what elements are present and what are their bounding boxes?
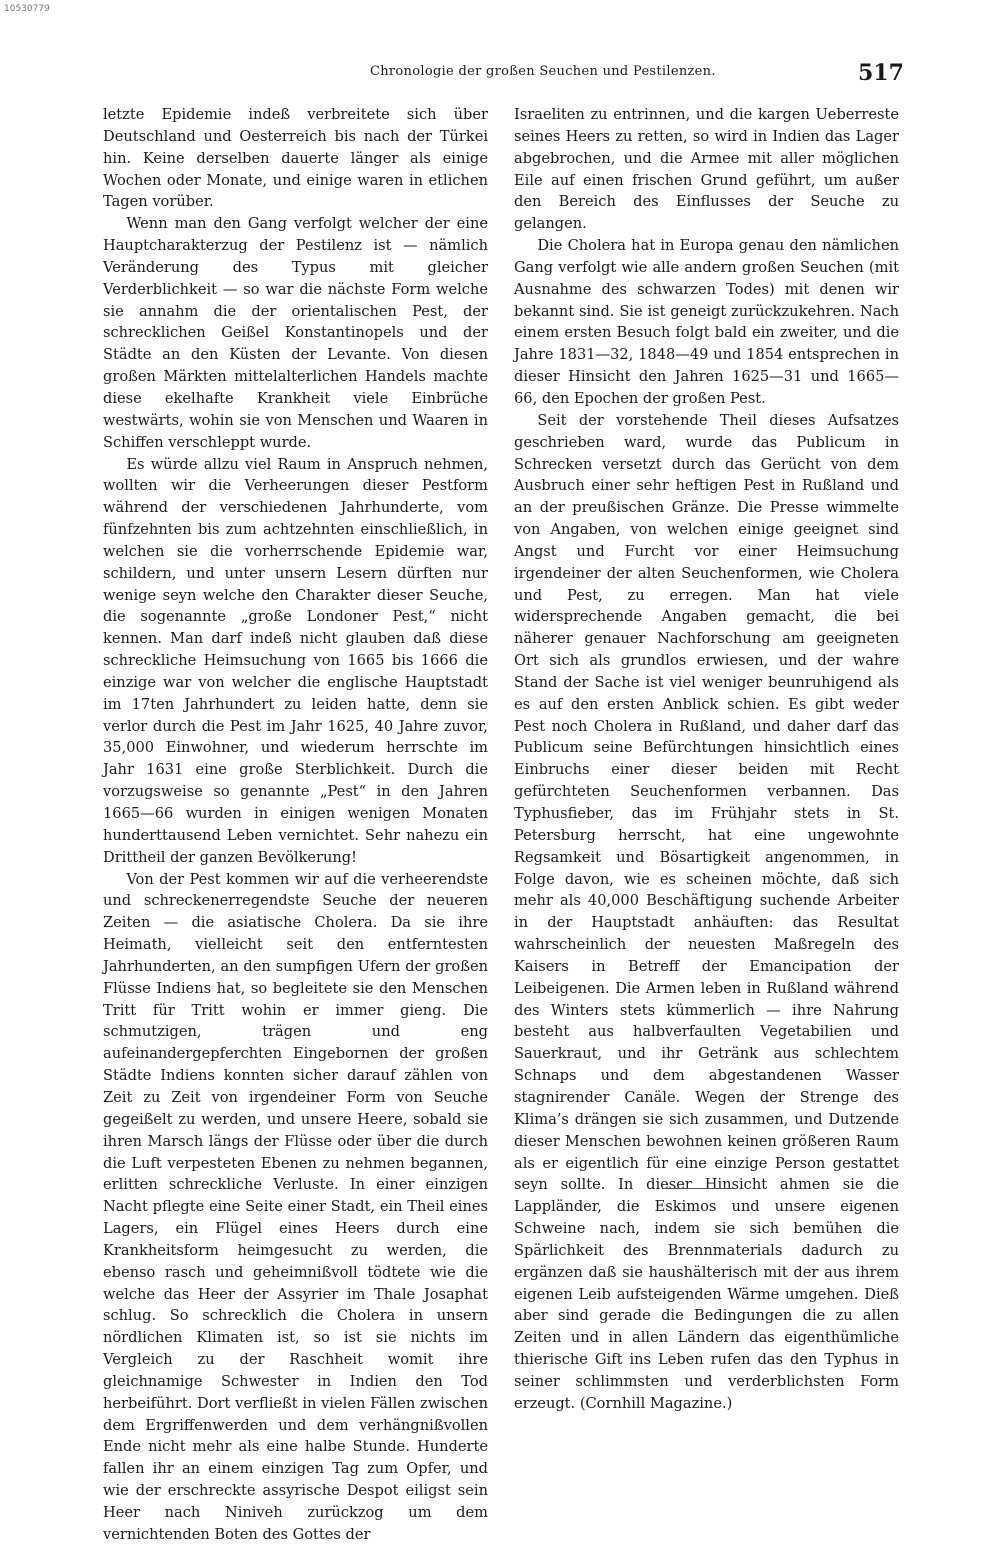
running-title: Chronologie der großen Seuchen und Pestilenzen. xyxy=(370,64,716,79)
paragraph: Es würde allzu viel Raum in Anspruch nehmen, wollten wir die Verheerungen dieser Pestform während der verschiedenen Jahrhunderte, vom fünfzehnten bis zum achtzehnten einschließlich, in welchen sie die vorherrschende Epidemie war, schildern, und unter unsern Lesern dürften nur wenige seyn welche den Charakter dieser Seuche, die sogenannte „große Londoner Pest,“ nicht kennen. Man darf indeß nicht glauben daß diese schreckliche Heimsuchung von 1665 bis 1666 die einzige war von welcher die englische Hauptstadt im 17ten Jahrhundert zu leiden hatte, denn sie verlor durch die Pest im Jahr 1625, 40 Jahre zuvor, 35,000 Einwohner, und wiederum herrschte im Jahr 1631 eine große Sterblichkeit. Durch die vorzugsweise so genannte „Pest“ in den Jahren 1665—66 wurden in einigen wenigen Monaten hunderttausend Leben vernichtet. Sehr nahezu ein Drittheil der ganzen Bevölkerung! xyxy=(103,455,488,866)
left-column xyxy=(103,104,488,1546)
page-number: 517 xyxy=(858,60,904,86)
paragraph: Seit der vorstehende Theil dieses Aufsatzes geschrieben ward, wurde das Publicum in Schrecken versetzt durch das Gerücht von dem Ausbruch einer sehr heftigen Pest in Rußland und an der preußischen Gränze. Die Presse wimmelte von Angaben, von welchen einige geeignet sind Angst und Furcht vor einer Heimsuchung irgendeiner der alten Seuchenformen, wie Cholera und Pest, zu erregen. Man hat viele widersprechende Angaben gemacht, die bei näherer genauer Nachforschung am geeigneten Ort sich als grundlos erwiesen, und der wahre Stand der Sache ist viel weniger beunruhigend als es auf den ersten Anblick schien. Es gibt weder Pest noch Cholera in Rußland, und daher darf das Publicum seine Befürchtungen hinsichtlich eines Einbruchs einer dieser beiden mit Recht gefürchteten Seuchenformen verbannen. Das Typhusfieber, das im Frühjahr stets in St. Petersburg herrscht, hat eine ungewohnte Regsamkeit und Bösartigkeit angenommen, in Folge davon, wie es scheinen möchte, daß sich mehr als 40,000 Beschäftigung suchende Arbeiter in der Hauptstadt anhäuften: das Resultat wahrscheinlich der neuesten Maßregeln des Kaisers in Betreff der Emancipation der Leibeigenen. Die Armen leben in Rußland während des Winters stets kümmerlich — ihre Nahrung besteht aus halbverfaulten Vegetabilien und Sauerkraut, und ihr Getränk aus schlechtem Schnaps und dem abgestandenen Wasser stagnirender Canäle. Wegen der Strenge des Klima’s drängen sie sich zusammen, und Dutzende dieser Menschen bewohnen keinen größeren Raum als er eigentlich für eine einzige Person gestattet seyn sollte. In dieser Hinsicht ahmen sie die Lappländer, die Eskimos und unsere eigenen Schweine nach, indem sie sich bemühen die Spärlichkeit des Brennmaterials dadurch zu ergänzen daß sie haushälterisch mit der aus ihrem eigenen Leib aufsteigenden Wärme umgehen. Dieß aber sind gerade die Bedingungen die zu allen Zeiten und in allen Ländern das eigenthümliche thierische Gift ins Leben rufen das den Typhus in seiner schlimmsten und verderblichsten Form erzeugt. (Cornhill Magazine.) xyxy=(514,411,899,1412)
paragraph: Wenn man den Gang verfolgt welcher der eine Hauptcharakterzug der Pestilenz ist — nämlich Veränderung des Typus mit gleicher Verderblichkeit — so war die nächste Form welche sie annahm die der orientalischen Pest, der schrecklichen Geißel Konstantinopels und der Städte an den Küsten der Levante. Von diesen großen Märkten mittelalterlichen Handels machte diese ekelhafte Krankheit viele Einbrüche westwärts, wohin sie von Menschen und Waaren in Schiffen verschleppt wurde. xyxy=(103,215,488,451)
paragraph: Von der Pest kommen wir auf die verheerendste und schreckenerregendste Seuche der neueren Zeiten — die asiatische Cholera. Da sie ihre Heimath, vielleicht seit den entferntesten Jahrhunderten, an den sumpfigen Ufern der großen Flüsse Indiens hat, so begleitete sie den Menschen Tritt für Tritt wohin er immer gieng. Die schmutzigen, trägen und eng aufeinandergepferchten Eingebornen der großen Städte Indiens konnten sicher darauf zählen von Zeit zu Zeit von irgendeiner Form von Seuche gegeißelt zu werden, und unsere Heere, sobald sie ihren Marsch längs der Flüsse oder über die durch die Luft verpesteten Ebenen zu nehmen begannen, erlitten schreckliche Verluste. In einer einzigen Nacht pflegte eine Seite einer Stadt, ein Theil eines Lagers, ein Flügel eines Heers durch eine Krankheitsform heimgesucht zu werden, die ebenso rasch und geheimnißvoll tödtete wie die welche das Heer der Assyrier im Thale Josaphat schlug. So schrecklich die Cholera in unsern nördlichen Klimaten ist, so ist sie nichts im Vergleich zu der Raschheit womit ihre gleichnamige Schwester in Indien den Tod herbeiführt. Dort verfließt in vielen Fällen zwischen dem Ergriffenwerden und dem verhängnißvollen Ende nicht mehr als eine halbe Stunde. Hunderte fallen ihr an einem einzigen Tag zum Opfer, und wie der erschreckte assyrische Despot eiligst sein Heer nach Niniveh zurückzog um dem vernichtenden Boten des Gottes der xyxy=(103,870,488,1543)
paragraph: Die Cholera hat in Europa genau den nämlichen Gang verfolgt wie alle andern großen Seuchen (mit Ausnahme des schwarzen Todes) mit denen wir bekannt sind. Sie ist geneigt zurückzukehren. Nach einem ersten Besuch folgt bald ein zweiter, und die Jahre 1831—32, 1848—49 und 1854 entsprechen in dieser Hinsicht den Jahren 1625—31 und 1665—66, den Epochen der großen Pest. xyxy=(514,237,899,407)
end-rule xyxy=(662,1188,736,1189)
page-id-stamp: 10530779 xyxy=(4,4,50,14)
paragraph: Israeliten zu entrinnen, und die kargen Ueberreste seines Heers zu retten, so wird in Indien das Lager abgebrochen, und die Armee mit aller möglichen Eile auf einen frischen Grund geführt, um außer den Bereich des Einflusses der Seuche zu gelangen. xyxy=(514,106,899,233)
right-column xyxy=(514,104,899,1415)
paragraph: letzte Epidemie indeß verbreitete sich über Deutschland und Oesterreich bis nach der Türkei hin. Keine derselben dauerte länger als einige Wochen oder Monate, und einige waren in etlichen Tagen vorüber. xyxy=(103,106,488,211)
